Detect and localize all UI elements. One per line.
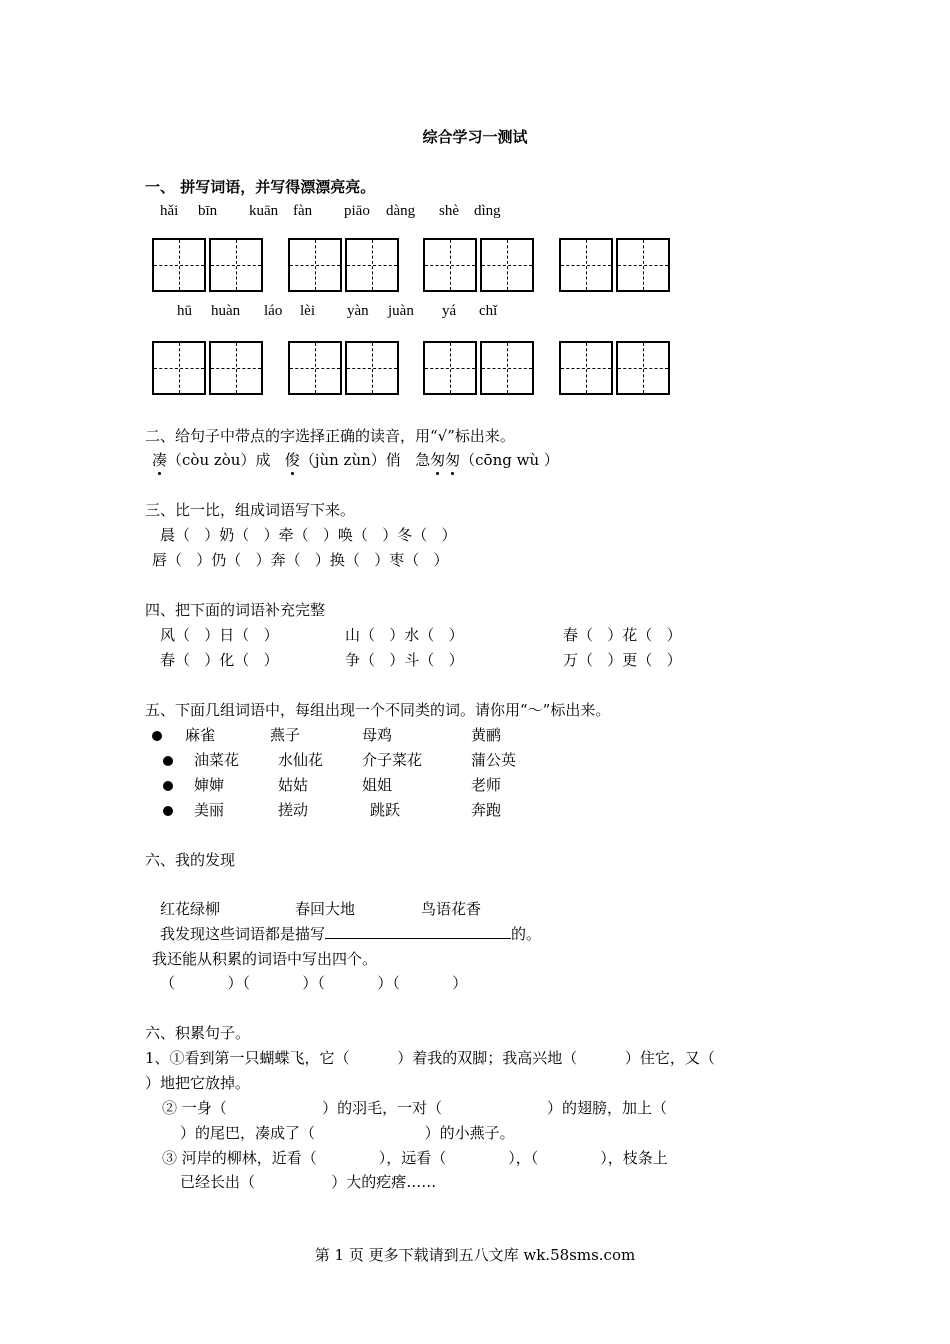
dotted-char: 俊 [284,451,300,469]
bullet-icon [152,731,162,741]
question-line: 已经长出（ ）大的疙瘩…… [180,1173,437,1191]
word: 油菜花 [194,751,240,769]
section6-line1 [160,924,541,944]
writing-box[interactable] [423,341,477,395]
line-suffix: 的。 [511,925,542,943]
word: 黄鹂 [471,726,502,744]
pinyin: kuān [249,203,279,219]
question-line: ）地把它放掉。 [145,1074,251,1092]
writing-box[interactable] [559,238,613,292]
bullet-icon [163,756,173,766]
word: 跳跃 [370,801,401,819]
section5-heading: 五、下面几组词语中，每组出现一个不同类的词。请你用“～”标出来。 [145,701,611,719]
section4-heading: 四、把下面的词语补充完整 [145,601,326,619]
writing-box[interactable] [152,238,206,292]
section6-heading: 六、我的发现 [145,851,236,869]
reading-options: （cōng wù ） [460,451,559,469]
word: 麻雀 [185,726,216,744]
word: 水仙花 [278,751,324,769]
word: 美丽 [194,801,225,819]
question-line: ③ 河岸的柳林，近看（ ），远看（ ），（ ），枝条上 [162,1149,668,1167]
dotted-char: 匆 [445,451,461,469]
section1-heading: 一、 拼写词语，并写得漂漂亮亮。 [145,178,376,196]
pinyin: juàn [388,303,414,319]
word: 老师 [471,776,502,794]
writing-box[interactable] [209,238,263,292]
word: 春回大地 [295,900,356,918]
bullet-icon [163,806,173,816]
pinyin: fàn [293,203,313,219]
section4-item: 山（ ）水（ ） [345,626,464,644]
pinyin: dìng [474,203,501,219]
writing-box[interactable] [480,238,534,292]
dotted-char: 匆 [430,451,446,469]
writing-grid-row-2 [152,341,672,395]
writing-box[interactable] [616,341,670,395]
pinyin: hū [177,303,192,319]
question-line: ② 一身（ ）的羽毛，一对（ ）的翅膀，加上（ [162,1099,668,1117]
pinyin: lèi [300,303,315,319]
page-footer: 第 1 页 更多下载请到五八文库 wk.58sms.com [314,1246,636,1264]
writing-box[interactable] [480,341,534,395]
section2-heading: 二、给句子中带点的字选择正确的读音，用“√”标出来。 [145,427,515,445]
section4-item: 风（ ）日（ ） [160,626,279,644]
pinyin: dàng [386,203,416,219]
word: 燕子 [270,726,301,744]
word: 姑姑 [278,776,309,794]
writing-box[interactable] [616,238,670,292]
line-prefix: 我发现这些词语都是描写 [160,925,326,943]
section2-line [152,450,559,470]
writing-grid-row-1 [152,238,672,292]
question-line: ）的尾巴，凑成了（ ）的小燕子。 [180,1124,515,1142]
writing-box[interactable] [152,341,206,395]
section3-row-2: 唇（ ）仍（ ）奔（ ）换（ ）枣（ ） [152,551,449,569]
word: 奔跑 [471,801,502,819]
writing-box[interactable] [423,238,477,292]
writing-box[interactable] [345,238,399,292]
question-line: 1、①看到第一只蝴蝶飞，它（ ）着我的双脚；我高兴地（ ）住它，又（ [145,1049,715,1067]
writing-box[interactable] [288,238,342,292]
pinyin: láo [264,303,283,319]
word-prefix: 急 [415,451,431,469]
dotted-char: 凑 [152,451,168,469]
pinyin: yá [442,303,457,319]
section6-line2: 我还能从积累的词语中写出四个。 [152,950,378,968]
reading-options: （jùn zùn）俏 [299,451,401,469]
word: 蒲公英 [471,751,517,769]
pinyin: piāo [344,203,370,219]
writing-box[interactable] [559,341,613,395]
answer-blank[interactable] [325,924,511,939]
pinyin: chǐ [479,303,498,319]
section4-item: 万（ ）更（ ） [563,651,682,669]
word: 母鸡 [362,726,393,744]
section3-row-1: 晨（ ）奶（ ）牵（ ）唤（ ）冬（ ） [160,526,457,544]
section4-item: 春（ ）花（ ） [563,626,682,644]
pinyin: yàn [347,303,369,319]
pinyin: hǎi [160,203,179,219]
word: 婶婶 [194,776,225,794]
section7-heading: 六、积累句子。 [145,1024,251,1042]
word: 姐姐 [362,776,393,794]
writing-box[interactable] [345,341,399,395]
answer-blanks[interactable]: （ ）（ ）（ ）（ ） [160,974,468,992]
writing-box[interactable] [209,341,263,395]
writing-box[interactable] [288,341,342,395]
pinyin: huàn [211,303,241,319]
word: 红花绿柳 [160,900,221,918]
section4-item: 争（ ）斗（ ） [345,651,464,669]
page-title: 综合学习一测试 [422,128,528,146]
section4-item: 春（ ）化（ ） [160,651,279,669]
reading-options: （còu zòu）成 [167,451,271,469]
pinyin: shè [439,203,459,219]
word: 鸟语花香 [421,900,482,918]
word: 介子菜花 [362,751,423,769]
bullet-icon [163,781,173,791]
word: 搓动 [278,801,309,819]
section3-heading: 三、比一比，组成词语写下来。 [145,501,356,519]
pinyin: bīn [198,203,218,219]
